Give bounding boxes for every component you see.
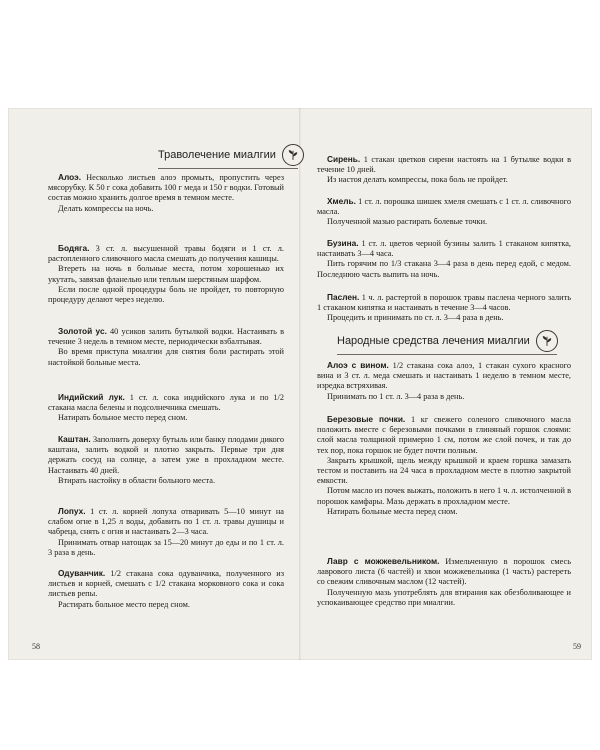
- recipe-indian-onion: [48, 392, 284, 424]
- book-spread: [8, 108, 592, 660]
- page-number-right: 59: [573, 642, 581, 651]
- recipe-bodyaga: [48, 243, 284, 305]
- recipe-text: Полученную мазь употреблять для втирания как обезболивающее и успокаивающее средство при миалгии.: [317, 587, 571, 607]
- recipe-text: Заполнить доверху бутыль или банку плодами дикого каштана, залить водкой и плотно закрыть. Первые три дня держать сосуд на солнце, а затем уже в прохладном месте. Настаивать 40 дней.: [48, 435, 284, 475]
- recipe-name: Бузина.: [327, 238, 359, 248]
- recipe-text: 1 ст. л. корней лопуха отваривать 5—10 минут на слабом огне в 1,25 л воды, добавить по 1 ст. л. травы душицы и чабреца, снять с огня и настаивать 2—3 часа.: [48, 507, 284, 537]
- recipe-text: 1 ст. л. цветов черной бузины залить 1 стаканом кипятка, настаивать 3—4 часа.: [317, 239, 572, 259]
- recipe-name: Алоэ с вином.: [327, 360, 389, 370]
- recipe-text: Пить горячим по 1/3 стакана 3—4 раза в день перед едой, с медом. Последнюю часть выпить на ночь.: [317, 259, 571, 279]
- recipe-text: Закрыть крышкой, щель между крышкой и краем горшка замазать тестом и поставить на 24 часа в прохладном месте в плотно закрытой емкости.: [317, 455, 571, 486]
- left-heading-text: Траволечение миалгии: [158, 149, 276, 161]
- right-heading-text: Народные средства лечения миалгии: [337, 335, 530, 347]
- recipe-chestnut: [48, 434, 284, 486]
- recipe-text: Втирать настойку в области больного места.: [58, 475, 216, 485]
- recipe-burdock: [48, 506, 284, 558]
- recipe-name: Лопух.: [58, 506, 86, 516]
- recipe-name: Золотой ус.: [58, 326, 107, 336]
- recipe-name: Хмель.: [327, 196, 356, 206]
- recipe-text: 1/2 стакана сока алоэ, 1 стакан сухого красного вина и 3 ст. л. меда смешать и настаивать 1 неделю в темном месте, изредка встряхивая.: [317, 361, 571, 391]
- recipe-text: 1 кг свежего соленого сливочного масла положить вместе с березовыми почками в глиняный горшок слоями: слой масла толщиной примерно 1 см, потом же слой почек, и так до тех пор, пока горшок не будет почти полным.: [317, 415, 571, 455]
- recipe-name: Индийский лук.: [58, 392, 125, 402]
- recipe-name: Алоэ.: [58, 172, 81, 182]
- recipe-name: Паслен.: [327, 292, 360, 302]
- recipe-text: 1 стакан цветков сирени настоять на 1 бутылке водки в течение 10 дней.: [317, 155, 571, 175]
- recipe-text: 1/2 стакана сока одуванчика, полученного из листьев и корней, смешать с 1/2 стакана морковного сока и сока листьев репы.: [48, 569, 284, 599]
- recipe-text: Делать компрессы на ночь.: [58, 203, 154, 213]
- recipe-laurel-juniper: [317, 556, 571, 608]
- recipe-aloe-wine: [317, 360, 571, 402]
- recipe-name: Бодяга.: [58, 243, 90, 253]
- recipe-name: Каштан.: [58, 434, 91, 444]
- recipe-dandelion: [48, 568, 284, 610]
- recipe-text: Втереть на ночь в больные места, потом хорошенько их укутать, завязав фланелью или теплым шерстяным шарфом.: [48, 264, 284, 284]
- recipe-lilac: [317, 154, 571, 186]
- recipe-elder: [317, 238, 571, 280]
- recipe-name: Одуванчик.: [58, 568, 106, 578]
- recipe-text: Процедить и принимать по ст. л. 3—4 раза в день.: [327, 313, 504, 323]
- recipe-text: 1 ст. л. сока индийского лука и по 1/2 стакана масла белены и подсолнечника смешать.: [48, 393, 284, 413]
- left-page: [8, 108, 300, 660]
- recipe-aloe: [48, 172, 284, 214]
- recipe-text: 3 ст. л. высушенной травы бодяги и 1 ст. л. растопленного сливочного масла смешать до получения кашицы.: [48, 244, 285, 264]
- right-page: [301, 108, 592, 660]
- recipe-text: Растирать больное место перед сном.: [58, 599, 190, 609]
- page-number-left: 58: [32, 642, 40, 651]
- recipe-text: Несколько листьев алоэ промыть, пропустить через мясорубку. К 50 г сока добавить 100 г меда и 150 г водки. Готовый состав можно хранить долгое время в темном месте.: [48, 173, 285, 203]
- recipe-hops: [317, 196, 571, 228]
- recipe-text: Принимать по 1 ст. л. 3—4 раза в день.: [327, 391, 465, 401]
- recipe-text: Во время приступа миалгии для снятия боли растирать этой настойкой больные места.: [48, 347, 284, 367]
- leaf-icon: [536, 330, 558, 352]
- recipe-text: Принимать отвар натощак за 15—20 минут до еды и по 1 ст. л. 3 раза в день.: [48, 537, 284, 557]
- recipe-text: Из настоя делать компрессы, пока боль не пройдет.: [327, 175, 508, 185]
- recipe-golden-mustache: [48, 326, 284, 368]
- recipe-text: Измельченную в порошок смесь лаврового листа (6 частей) и хвои можжевельника (1 часть) растереть со свежим сливочным маслом (12 частей).: [317, 557, 572, 587]
- recipe-birch-buds: [317, 414, 571, 517]
- recipe-text: Натирать больные места перед сном.: [327, 506, 458, 516]
- recipe-name: Лавр с можжевельником.: [327, 556, 440, 566]
- recipe-text: 1 ст. л. порошка шишек хмеля смешать с 1 ст. л. сливочного масла.: [317, 197, 571, 217]
- recipe-text: Если после одной процедуры боль не пройдет, то повторную процедуру делают через неделю.: [48, 284, 284, 305]
- recipe-text: 40 усиков залить бутылкой водки. Настаивать в течение 3 недель в темном месте, периодически взбалтывая.: [48, 327, 284, 347]
- recipe-nightshade: [317, 292, 571, 324]
- recipe-name: Березовые почки.: [327, 414, 406, 424]
- left-page-heading: [158, 144, 304, 166]
- recipe-name: Сирень.: [327, 154, 361, 164]
- recipe-text: 1 ч. л. растертой в порошок травы паслена черного залить 1 стаканом кипятка и настаивать в течение 3—4 часов.: [317, 293, 571, 313]
- recipe-text: Натирать больное место перед сном.: [58, 413, 188, 423]
- recipe-text: Полученной мазью растирать болевые точки.: [327, 217, 488, 227]
- right-page-heading: [337, 330, 558, 352]
- recipe-text: Потом масло из почек выжать, положить в него 1 ч. л. истолченной в порошок камфары. Мазь держать в прохладном месте.: [317, 486, 571, 506]
